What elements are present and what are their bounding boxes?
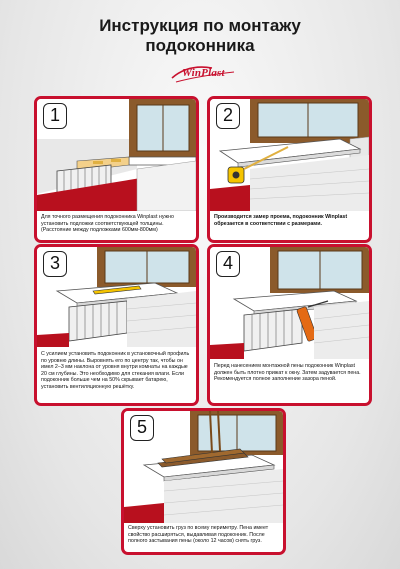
step-1-number: 1 [43, 103, 67, 129]
logo-text: WinPlast [182, 67, 225, 79]
brand-logo [168, 62, 238, 86]
page-title [0, 16, 400, 56]
step-5-caption: Сверху установить груз по всему периметру. Пена имеет свойство расширяться, выдавливая подоконник. После полного застывания пены (около 12 часов) снять груз. [128, 525, 269, 545]
step-4-panel [207, 244, 372, 406]
step-1-caption: Для точного размещения подоконника Winplast нужно установить подложки соответствующей толщины. (Расстояние между подложками 600мм-800мм) [41, 214, 174, 234]
step-4-caption: Перед нанесением монтажной пены подоконник Winplast должен быть плотно прижат к окну. Затем задувается пена. Рекомендуется полное заполнение зазора пеной. [214, 363, 361, 383]
page-title-line1: Инструкция по монтажу [99, 16, 301, 35]
step-5-number: 5 [130, 415, 154, 441]
step-2-panel [207, 96, 372, 243]
step-2-caption: Производится замер проема, подоконник Winplast обрезается в соответствии с размерами. [214, 214, 348, 227]
step-2-number: 2 [216, 103, 240, 129]
step-4-number: 4 [216, 251, 240, 277]
page-title-line2: подоконника [145, 36, 255, 55]
step-3-number: 3 [43, 251, 67, 277]
step-3-caption: С усилием установить подоконник в установочный профиль по уровню длины. Выровнять его по центру так, чтобы он имел 2–3 мм наклона от уровня внутри комнаты на каждые 20 см глубины. Это необходимо для стекания влаги. Если подоконник больше чем на 50% скрывает батарею, установить вентиляционную решётку. [41, 351, 190, 390]
step-1-panel [34, 96, 199, 243]
step-3-panel [34, 244, 199, 406]
step-5-panel [121, 408, 286, 555]
